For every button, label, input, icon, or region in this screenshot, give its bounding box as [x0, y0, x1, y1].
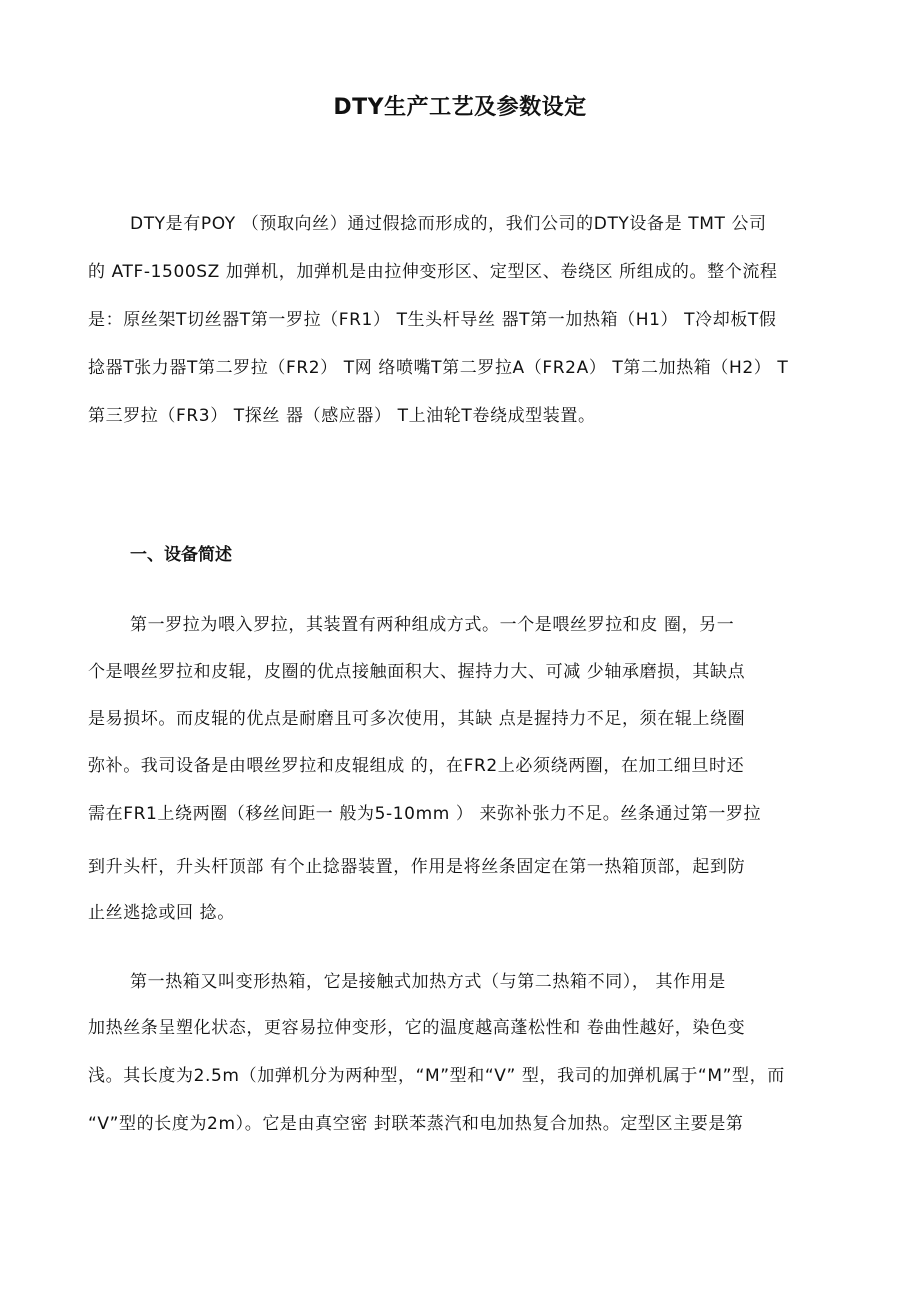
intro-line: DTY是有POY （预取向丝）通过假捻而形成的，我们公司的DTY设备是 TMT 公司 — [130, 214, 767, 234]
intro-line: 第三罗拉（FR3） T探丝 器（感应器） T上油轮T卷绕成型装置。 — [88, 406, 596, 426]
paragraph-line: 弥补。我司设备是由喂丝罗拉和皮辊组成 的，在FR2上必须绕两圈，在加工细旦时还 — [88, 756, 745, 776]
document-title: DTY生产工艺及参数设定 — [333, 95, 587, 120]
paragraph-line: 到升头杆，升头杆顶部 有个止捻器装置，作用是将丝条固定在第一热箱顶部，起到防 — [88, 857, 746, 877]
intro-line: 捻器T张力器T第二罗拉（FR2） T网 络喷嘴T第二罗拉A（FR2A） T第二加热箱（H2） T — [88, 358, 789, 378]
paragraph-line: 个是喂丝罗拉和皮辊，皮圈的优点接触面积大、握持力大、可减 少轴承磨损，其缺点 — [88, 662, 746, 682]
paragraph-line: 第一罗拉为喂入罗拉，其装置有两种组成方式。一个是喂丝罗拉和皮 圈，另一 — [130, 615, 735, 635]
intro-line: 的 ATF-1500SZ 加弹机，加弹机是由拉伸变形区、定型区、卷绕区 所组成的。整个流程 — [88, 262, 778, 282]
paragraph-line: 是易损坏。而皮辊的优点是耐磨且可多次使用，其缺 点是握持力不足，须在辊上绕圈 — [88, 709, 746, 729]
intro-line: 是：原丝架T切丝器T第一罗拉（FR1） T生头杆导丝 器T第一加热箱（H1） T冷却板T假 — [88, 310, 777, 330]
paragraph-line: 浅。其长度为2.5m（加弹机分为两种型，“M”型和“V” 型，我司的加弹机属于“M”型，而 — [88, 1066, 785, 1086]
paragraph-line: “V”型的长度为2m）。它是由真空密 封联苯蒸汽和电加热复合加热。定型区主要是第 — [88, 1114, 744, 1134]
paragraph-line: 第一热箱又叫变形热箱，它是接触式加热方式（与第二热箱不同）， 其作用是 — [130, 972, 726, 992]
paragraph-line: 加热丝条呈塑化状态，更容易拉伸变形，它的温度越高蓬松性和 卷曲性越好，染色变 — [88, 1018, 746, 1038]
paragraph-line: 止丝逃捻或回 捻。 — [88, 903, 235, 923]
paragraph-line: 需在FR1上绕两圈（移丝间距一 般为5-10mm ） 来弥补张力不足。丝条通过第一罗拉 — [88, 804, 762, 824]
section-heading: 一、设备简述 — [130, 545, 232, 565]
